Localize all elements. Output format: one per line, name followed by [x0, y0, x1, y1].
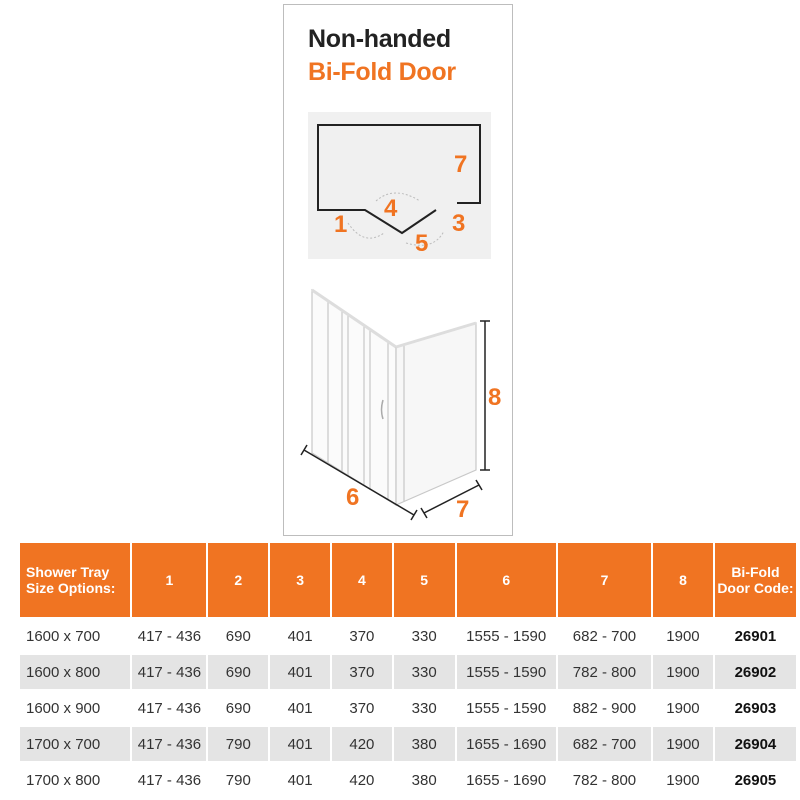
- cell-dim-7: 682 - 700: [558, 619, 651, 653]
- plan-label-4: 4: [384, 195, 398, 222]
- header-col-4: 4: [332, 543, 392, 617]
- elevation-enclosure: [312, 290, 476, 505]
- title-non-handed: Non-handed: [308, 25, 451, 53]
- plan-label-1: 1: [334, 211, 348, 238]
- cell-dim-4: 370: [332, 619, 392, 653]
- header-col-1: 1: [132, 543, 206, 617]
- cell-dim-5: 330: [394, 691, 455, 725]
- cell-tray-size: 1600 x 700: [20, 619, 130, 653]
- plan-label-3: 3: [452, 210, 466, 237]
- plan-swing-arc-left: [348, 223, 384, 238]
- cell-dim-4: 370: [332, 691, 392, 725]
- cell-dim-5: 380: [394, 727, 455, 761]
- cell-door-code: 26904: [715, 727, 796, 761]
- product-diagram-card: [283, 4, 513, 536]
- cell-dim-2: 690: [208, 619, 268, 653]
- cell-tray-size: 1700 x 700: [20, 727, 130, 761]
- cell-dim-3: 401: [270, 691, 330, 725]
- cell-dim-8: 1900: [653, 691, 713, 725]
- header-door-code: Bi-Fold Door Code:: [715, 543, 796, 617]
- table-row: [20, 727, 796, 761]
- cell-dim-6: 1555 - 1590: [457, 655, 556, 689]
- cell-dim-2: 790: [208, 727, 268, 761]
- cell-dim-3: 401: [270, 763, 330, 797]
- enclosure-diagram: [284, 5, 514, 537]
- cell-dim-3: 401: [270, 655, 330, 689]
- cell-dim-8: 1900: [653, 655, 713, 689]
- cell-dim-1: 417 - 436: [132, 619, 206, 653]
- spec-table: [18, 541, 798, 799]
- cell-dim-5: 330: [394, 655, 455, 689]
- header-col-8: 8: [653, 543, 713, 617]
- table-header-row: [20, 543, 796, 617]
- cell-dim-7: 682 - 700: [558, 727, 651, 761]
- header-col-3: 3: [270, 543, 330, 617]
- cell-dim-7: 882 - 900: [558, 691, 651, 725]
- plan-label-7: 7: [454, 151, 468, 178]
- header-col-6: 6: [457, 543, 556, 617]
- cell-dim-8: 1900: [653, 763, 713, 797]
- cell-door-code: 26901: [715, 619, 796, 653]
- table-row: [20, 619, 796, 653]
- cell-dim-4: 370: [332, 655, 392, 689]
- plan-swing-arc-top: [376, 193, 420, 201]
- cell-dim-1: 417 - 436: [132, 727, 206, 761]
- cell-dim-6: 1655 - 1690: [457, 727, 556, 761]
- cell-dim-3: 401: [270, 727, 330, 761]
- cell-tray-size: 1600 x 800: [20, 655, 130, 689]
- header-tray-size: Shower Tray Size Options:: [20, 543, 130, 617]
- elevation-label-8: 8: [488, 384, 502, 411]
- cell-dim-2: 790: [208, 763, 268, 797]
- cell-dim-1: 417 - 436: [132, 763, 206, 797]
- plan-label-5: 5: [415, 230, 429, 257]
- table-row: [20, 655, 796, 689]
- elevation-label-6: 6: [346, 484, 360, 511]
- header-col-7: 7: [558, 543, 651, 617]
- cell-dim-7: 782 - 800: [558, 655, 651, 689]
- table-row: [20, 691, 796, 725]
- header-col-5: 5: [394, 543, 455, 617]
- cell-dim-8: 1900: [653, 727, 713, 761]
- cell-dim-6: 1555 - 1590: [457, 619, 556, 653]
- cell-dim-2: 690: [208, 691, 268, 725]
- cell-dim-6: 1655 - 1690: [457, 763, 556, 797]
- cell-tray-size: 1600 x 900: [20, 691, 130, 725]
- header-col-2: 2: [208, 543, 268, 617]
- cell-dim-1: 417 - 436: [132, 691, 206, 725]
- cell-dim-4: 420: [332, 763, 392, 797]
- cell-door-code: 26903: [715, 691, 796, 725]
- title-bi-fold-door: Bi-Fold Door: [308, 58, 456, 86]
- cell-tray-size: 1700 x 800: [20, 763, 130, 797]
- cell-dim-6: 1555 - 1590: [457, 691, 556, 725]
- cell-dim-4: 420: [332, 727, 392, 761]
- cell-dim-3: 401: [270, 619, 330, 653]
- cell-dim-5: 330: [394, 619, 455, 653]
- elevation-label-7: 7: [456, 496, 470, 523]
- cell-dim-1: 417 - 436: [132, 655, 206, 689]
- cell-dim-2: 690: [208, 655, 268, 689]
- cell-dim-5: 380: [394, 763, 455, 797]
- cell-dim-8: 1900: [653, 619, 713, 653]
- cell-door-code: 26905: [715, 763, 796, 797]
- cell-door-code: 26902: [715, 655, 796, 689]
- cell-dim-7: 782 - 800: [558, 763, 651, 797]
- table-row: [20, 763, 796, 797]
